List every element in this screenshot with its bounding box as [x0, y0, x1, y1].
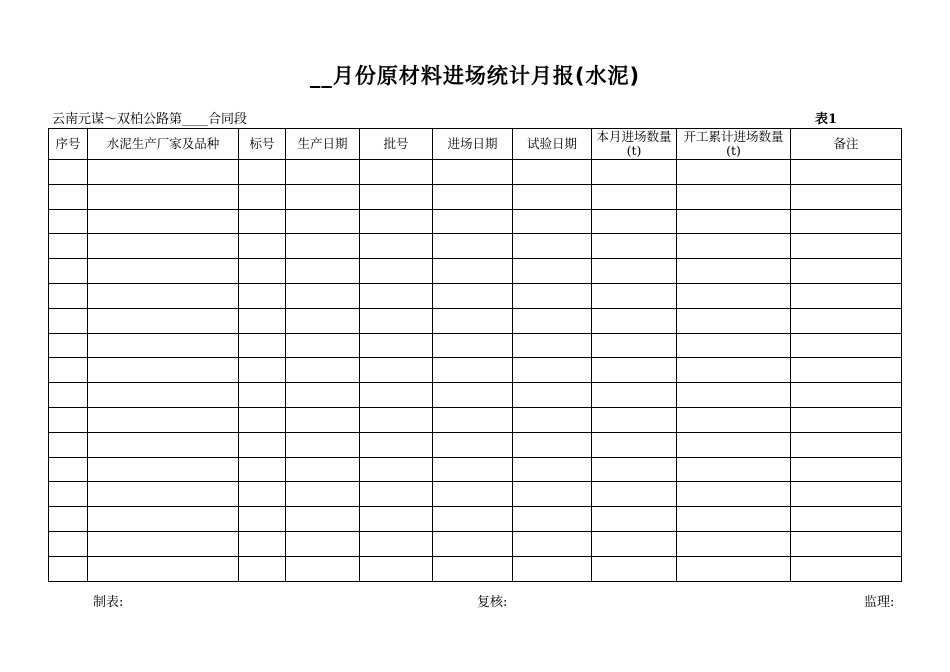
table-cell[interactable]	[677, 333, 791, 358]
table-cell[interactable]	[791, 234, 902, 259]
table-cell[interactable]	[433, 283, 513, 308]
table-cell[interactable]	[592, 358, 677, 383]
table-cell[interactable]	[433, 407, 513, 432]
table-cell[interactable]	[677, 209, 791, 234]
table-cell[interactable]	[677, 531, 791, 556]
table-cell[interactable]	[592, 507, 677, 532]
table-row	[49, 308, 902, 333]
table-cell[interactable]	[791, 209, 902, 234]
table-cell[interactable]	[592, 308, 677, 333]
supervisor-label: 监理:	[864, 595, 895, 610]
table-cell[interactable]	[360, 407, 433, 432]
table-cell[interactable]	[49, 482, 88, 507]
table-cell[interactable]	[677, 259, 791, 284]
reviewed-by-label: 复核:	[477, 595, 508, 610]
table-header-row	[49, 129, 902, 160]
table-cell[interactable]	[239, 160, 286, 185]
table-cell[interactable]	[286, 556, 360, 581]
table-cell[interactable]	[592, 160, 677, 185]
table-cell[interactable]	[49, 531, 88, 556]
table-cell[interactable]	[88, 209, 239, 234]
table-row	[49, 160, 902, 185]
table-cell[interactable]	[286, 308, 360, 333]
table-cell[interactable]	[239, 209, 286, 234]
table-cell[interactable]	[88, 556, 239, 581]
table-cell[interactable]	[286, 358, 360, 383]
table-cell[interactable]	[677, 184, 791, 209]
table-cell[interactable]	[433, 259, 513, 284]
table-cell[interactable]	[513, 358, 592, 383]
table-cell[interactable]	[791, 457, 902, 482]
table-cell[interactable]	[677, 432, 791, 457]
table-cell[interactable]	[592, 407, 677, 432]
table-cell[interactable]	[433, 184, 513, 209]
table-cell[interactable]	[791, 482, 902, 507]
col-header-seq: 序号	[49, 129, 88, 160]
table-cell[interactable]	[791, 556, 902, 581]
table-row	[49, 209, 902, 234]
table-cell[interactable]	[592, 259, 677, 284]
table-row	[49, 383, 902, 408]
table-cell[interactable]	[49, 457, 88, 482]
table-cell[interactable]	[239, 333, 286, 358]
table-cell[interactable]	[513, 383, 592, 408]
table-cell[interactable]	[677, 160, 791, 185]
table-cell[interactable]	[286, 234, 360, 259]
col-header-batch: 批号	[360, 129, 433, 160]
table-cell[interactable]	[239, 308, 286, 333]
table-cell[interactable]	[513, 556, 592, 581]
table-cell[interactable]	[677, 283, 791, 308]
table-cell[interactable]	[677, 308, 791, 333]
table-cell[interactable]	[88, 457, 239, 482]
table-cell[interactable]	[49, 556, 88, 581]
table-cell[interactable]	[513, 531, 592, 556]
table-cell[interactable]	[239, 283, 286, 308]
prepared-by-label: 制表:	[93, 595, 124, 610]
table-cell[interactable]	[592, 209, 677, 234]
table-cell[interactable]	[49, 160, 88, 185]
table-cell[interactable]	[433, 383, 513, 408]
table-cell[interactable]	[286, 259, 360, 284]
table-cell[interactable]	[513, 308, 592, 333]
table-number: 表1	[815, 112, 838, 127]
table-cell[interactable]	[239, 507, 286, 532]
table-cell[interactable]	[592, 283, 677, 308]
table-cell[interactable]	[286, 283, 360, 308]
table-cell[interactable]	[791, 308, 902, 333]
table-cell[interactable]	[433, 531, 513, 556]
col-header-production-date: 生产日期	[286, 129, 360, 160]
col-header-test-date: 试验日期	[513, 129, 592, 160]
table-cell[interactable]	[88, 160, 239, 185]
table-row	[49, 531, 902, 556]
table-cell[interactable]	[592, 333, 677, 358]
table-cell[interactable]	[791, 283, 902, 308]
table-cell[interactable]	[239, 457, 286, 482]
table-cell[interactable]	[513, 234, 592, 259]
table-row	[49, 556, 902, 581]
table-cell[interactable]	[286, 482, 360, 507]
table-cell[interactable]	[49, 259, 88, 284]
table-cell[interactable]	[239, 383, 286, 408]
table-cell[interactable]	[286, 160, 360, 185]
table-cell[interactable]	[286, 333, 360, 358]
table-cell[interactable]	[360, 507, 433, 532]
table-cell[interactable]	[49, 383, 88, 408]
table-cell[interactable]	[592, 383, 677, 408]
table-cell[interactable]	[239, 531, 286, 556]
table-cell[interactable]	[791, 531, 902, 556]
table-cell[interactable]	[360, 482, 433, 507]
col-header-remarks: 备注	[791, 129, 902, 160]
table-cell[interactable]	[360, 358, 433, 383]
table-cell[interactable]	[88, 482, 239, 507]
table-cell[interactable]	[513, 259, 592, 284]
table-cell[interactable]	[360, 432, 433, 457]
table-cell[interactable]	[286, 531, 360, 556]
table-row	[49, 432, 902, 457]
table-cell[interactable]	[513, 432, 592, 457]
table-cell[interactable]	[360, 556, 433, 581]
table-cell[interactable]	[592, 531, 677, 556]
table-cell[interactable]	[791, 432, 902, 457]
table-cell[interactable]	[360, 160, 433, 185]
table-cell[interactable]	[239, 234, 286, 259]
table-cell[interactable]	[791, 507, 902, 532]
table-body	[49, 160, 902, 582]
table-row	[49, 358, 902, 383]
table-cell[interactable]	[88, 432, 239, 457]
table-cell[interactable]	[677, 407, 791, 432]
col-header-cumulative-quantity: 开工累计进场数量(t)	[677, 129, 791, 160]
table-row	[49, 407, 902, 432]
table-cell[interactable]	[49, 234, 88, 259]
table-cell[interactable]	[592, 482, 677, 507]
table-cell[interactable]	[49, 507, 88, 532]
table-cell[interactable]	[433, 457, 513, 482]
table-cell[interactable]	[791, 184, 902, 209]
table-cell[interactable]	[239, 358, 286, 383]
table-cell[interactable]	[513, 283, 592, 308]
table-cell[interactable]	[360, 308, 433, 333]
table-cell[interactable]	[592, 432, 677, 457]
table-cell[interactable]	[513, 333, 592, 358]
table-row	[49, 184, 902, 209]
table-cell[interactable]	[433, 234, 513, 259]
table-cell[interactable]	[791, 407, 902, 432]
table-cell[interactable]	[239, 184, 286, 209]
table-cell[interactable]	[239, 482, 286, 507]
table-cell[interactable]	[513, 482, 592, 507]
table-cell[interactable]	[677, 234, 791, 259]
table-cell[interactable]	[49, 407, 88, 432]
table-cell[interactable]	[88, 531, 239, 556]
table-cell[interactable]	[677, 482, 791, 507]
table-cell[interactable]	[49, 209, 88, 234]
table-cell[interactable]	[592, 234, 677, 259]
table-cell[interactable]	[286, 209, 360, 234]
table-cell[interactable]	[88, 234, 239, 259]
table-cell[interactable]	[677, 383, 791, 408]
table-cell[interactable]	[433, 308, 513, 333]
table-row	[49, 507, 902, 532]
table-cell[interactable]	[791, 333, 902, 358]
table-cell[interactable]	[513, 160, 592, 185]
contract-section-label: 云南元谋～双柏公路第____合同段	[52, 112, 248, 127]
table-cell[interactable]	[433, 160, 513, 185]
table-cell[interactable]	[88, 283, 239, 308]
table-cell[interactable]	[88, 333, 239, 358]
table-cell[interactable]	[286, 432, 360, 457]
table-cell[interactable]	[433, 358, 513, 383]
table-cell[interactable]	[433, 333, 513, 358]
table-cell[interactable]	[49, 308, 88, 333]
table-cell[interactable]	[677, 457, 791, 482]
col-header-month-quantity: 本月进场数量(t)	[592, 129, 677, 160]
table-cell[interactable]	[239, 556, 286, 581]
table-cell[interactable]	[88, 383, 239, 408]
table-row	[49, 283, 902, 308]
table-row	[49, 234, 902, 259]
table-cell[interactable]	[791, 259, 902, 284]
col-header-grade: 标号	[239, 129, 286, 160]
table-cell[interactable]	[791, 383, 902, 408]
table-cell[interactable]	[433, 209, 513, 234]
table-cell[interactable]	[239, 432, 286, 457]
table-cell[interactable]	[49, 432, 88, 457]
table-row	[49, 259, 902, 284]
table-cell[interactable]	[592, 457, 677, 482]
table-cell[interactable]	[88, 407, 239, 432]
table-cell[interactable]	[360, 234, 433, 259]
table-cell[interactable]	[286, 457, 360, 482]
table-cell[interactable]	[88, 184, 239, 209]
table-cell[interactable]	[88, 358, 239, 383]
table-cell[interactable]	[677, 507, 791, 532]
table-cell[interactable]	[286, 383, 360, 408]
table-cell[interactable]	[49, 358, 88, 383]
table-cell[interactable]	[791, 358, 902, 383]
table-cell[interactable]	[592, 184, 677, 209]
table-cell[interactable]	[49, 184, 88, 209]
table-cell[interactable]	[433, 432, 513, 457]
table-cell[interactable]	[360, 457, 433, 482]
table-cell[interactable]	[592, 556, 677, 581]
table-cell[interactable]	[286, 184, 360, 209]
table-row	[49, 333, 902, 358]
table-row	[49, 457, 902, 482]
table-cell[interactable]	[360, 259, 433, 284]
table-cell[interactable]	[360, 333, 433, 358]
table-cell[interactable]	[360, 184, 433, 209]
table-cell[interactable]	[49, 283, 88, 308]
table-cell[interactable]	[286, 507, 360, 532]
table-cell[interactable]	[677, 358, 791, 383]
table-cell[interactable]	[239, 407, 286, 432]
table-cell[interactable]	[360, 531, 433, 556]
table-cell[interactable]	[360, 383, 433, 408]
table-cell[interactable]	[360, 283, 433, 308]
table-cell[interactable]	[360, 209, 433, 234]
table-cell[interactable]	[88, 308, 239, 333]
table-cell[interactable]	[239, 259, 286, 284]
table-cell[interactable]	[433, 507, 513, 532]
table-cell[interactable]	[88, 507, 239, 532]
col-header-manufacturer: 水泥生产厂家及品种	[88, 129, 239, 160]
table-cell[interactable]	[513, 457, 592, 482]
table-cell[interactable]	[791, 160, 902, 185]
table-cell[interactable]	[49, 333, 88, 358]
table-cell[interactable]	[286, 407, 360, 432]
cement-statistics-table	[48, 128, 902, 582]
table-row	[49, 482, 902, 507]
table-cell[interactable]	[433, 556, 513, 581]
table-cell[interactable]	[513, 184, 592, 209]
table-cell[interactable]	[88, 259, 239, 284]
table-cell[interactable]	[677, 556, 791, 581]
table-cell[interactable]	[513, 507, 592, 532]
col-header-entry-date: 进场日期	[433, 129, 513, 160]
table-cell[interactable]	[513, 209, 592, 234]
table-cell[interactable]	[433, 482, 513, 507]
table-cell[interactable]	[513, 407, 592, 432]
page-title: __月份原材料进场统计月报(水泥)	[309, 64, 641, 88]
